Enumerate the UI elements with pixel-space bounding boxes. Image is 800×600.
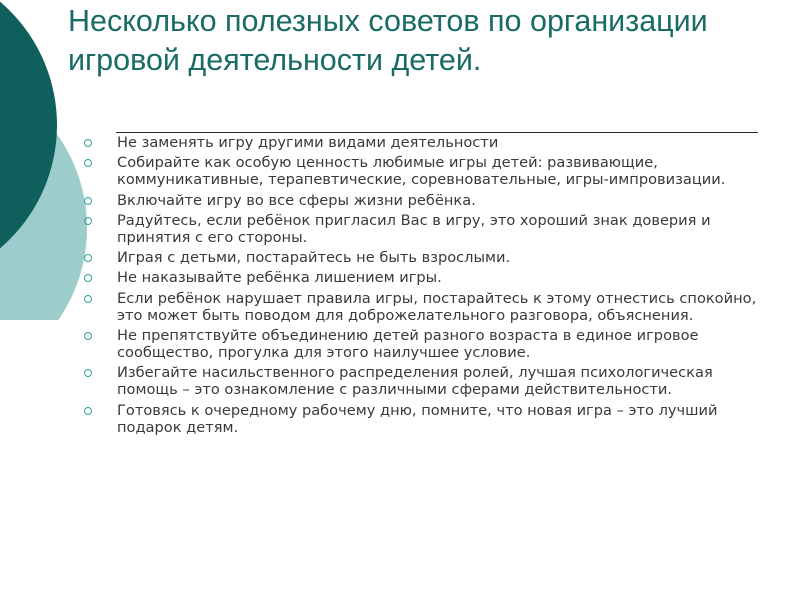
tips-list [84,134,774,439]
list-item [84,249,774,266]
tip-text: Не наказывайте ребёнка лишением игры. [117,269,442,287]
bullet-icon [84,332,92,340]
tip-text: Избегайте насильственного распределения ролей, лучшая психологическая помощь – это ознакомление с различными сферами действительности. [117,364,713,399]
list-item [84,327,774,361]
tip-text: Не заменять игру другими видами деятельности [117,134,499,151]
tip-text: Радуйтесь, если ребёнок пригласил Вас в игру, это хороший знак доверия и принятия с его стороны. [117,211,711,246]
list-item [84,154,774,188]
tip-text: Не препятствуйте объединению детей разного возраста в единое игровое сообщество, прогулка для этого наилучшее условие. [117,327,699,362]
bullet-icon [84,254,92,262]
bullet-icon [84,217,92,225]
tip-text: Включайте игру во все сферы жизни ребёнка. [117,191,476,209]
list-item [84,364,774,398]
list-item [84,290,774,324]
bullet-icon [84,407,92,415]
list-item [84,134,774,151]
bullet-icon [84,369,92,377]
bullet-icon [84,197,92,205]
bullet-icon [84,139,92,147]
list-item [84,269,774,286]
tip-text: Если ребёнок нарушает правила игры, постарайтесь к этому отнестись спокойно, это может быть поводом для доброжелательного разговора, объяснения. [117,289,757,324]
bullet-icon [84,159,92,167]
tip-text: Готовясь к очередному рабочему дню, помните, что новая игра – это лучший подарок детям. [117,401,718,436]
list-item [84,192,774,209]
tip-text: Собирайте как особую ценность любимые игры детей: развивающие, коммуникативные, терапевтические, соревновательные, игры-импровизации. [117,154,726,189]
title-underline [116,132,758,133]
slide-title: Несколько полезных советов по организации игровой деятельности детей. [68,4,708,77]
bullet-icon [84,295,92,303]
list-item [84,212,774,246]
bullet-icon [84,274,92,282]
tip-text: Играя с детьми, постарайтесь не быть взрослыми. [117,249,511,267]
list-item [84,402,774,436]
